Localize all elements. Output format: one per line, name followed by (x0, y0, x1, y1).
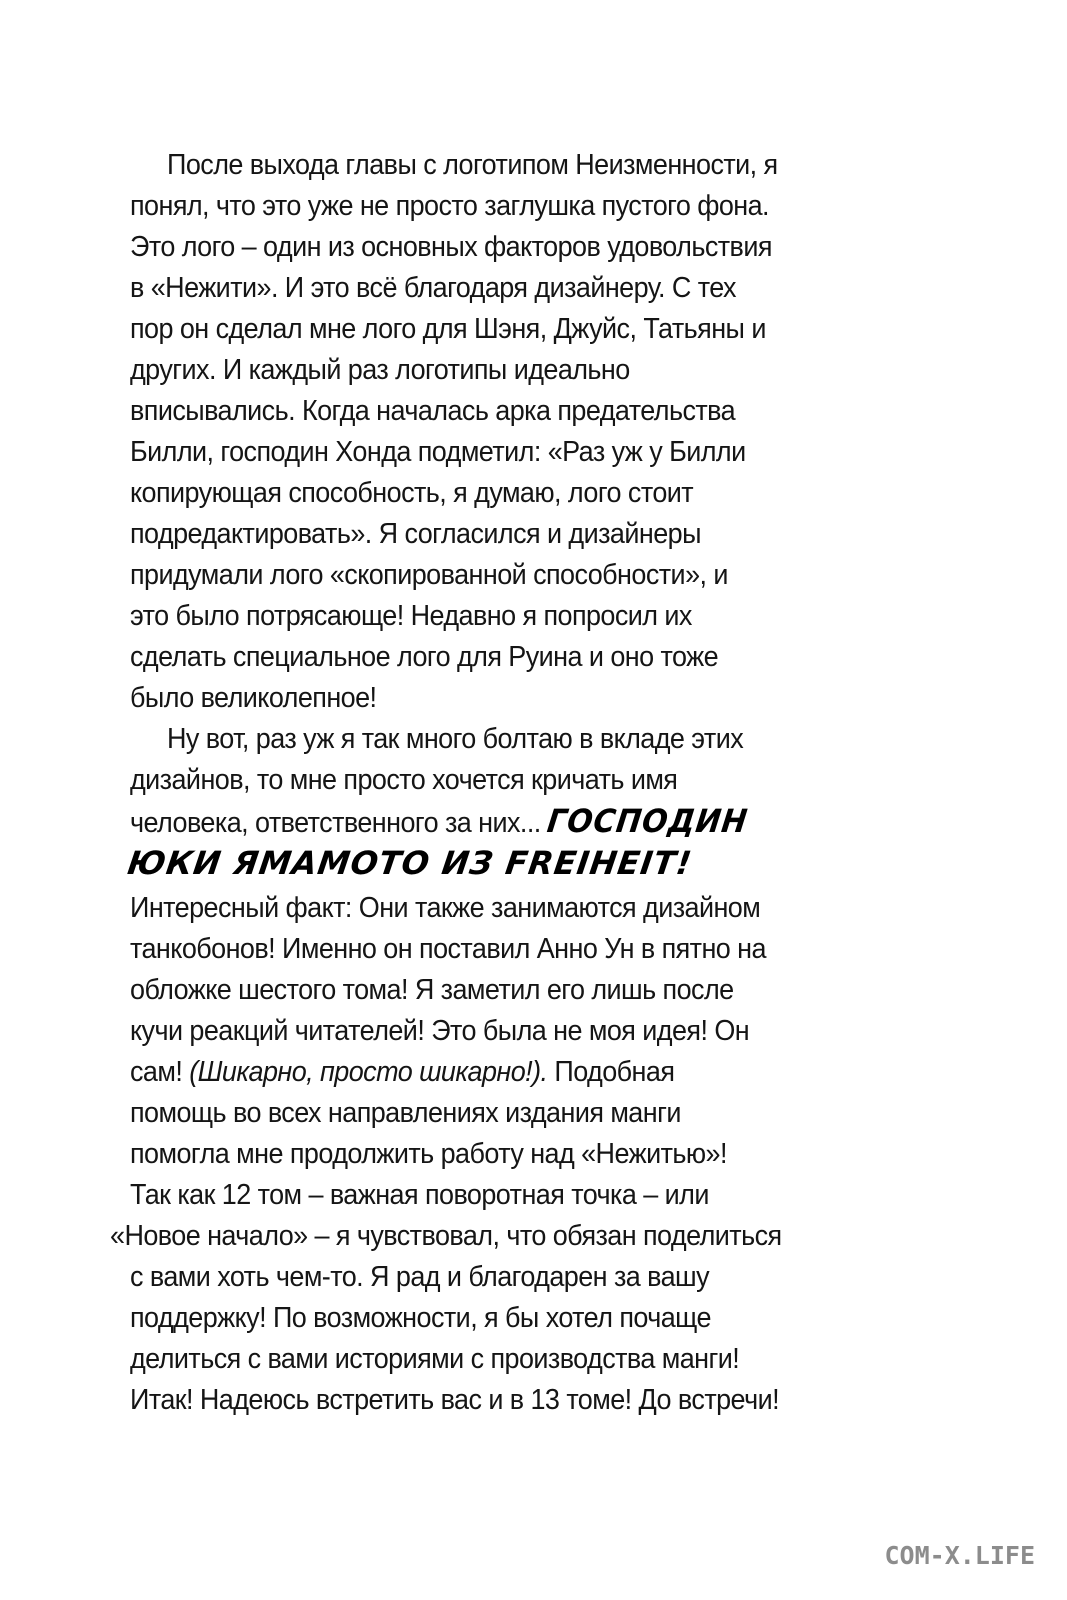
paragraph1-line-6: других. И каждый раз логотипы идеально (130, 354, 630, 386)
paragraph1-line-13: сделать специальное лого для Руина и оно тоже (130, 641, 719, 673)
paragraph2-line-10: помощь во всех направлениях издания манги (130, 1097, 681, 1129)
responsible-person-text: человека, ответственного за них... (130, 807, 541, 839)
paragraph2-line-5: Интересный факт: Они также занимаются дизайном (130, 892, 761, 924)
paragraph1-line-9: копирующая способность, я думаю, лого стоит (130, 477, 694, 509)
paragraph1-line-10: подредактировать». Я согласился и дизайнеры (130, 518, 701, 550)
line9-start: сам! (130, 1056, 190, 1088)
paragraph2-line-8: кучи реакций читателей! Это была не моя идея! Он (130, 1015, 750, 1047)
paragraph1-line-8: Билли, господин Хонда подметил: «Раз уж у Билли (130, 436, 746, 468)
paragraph2-line-9 (130, 1054, 674, 1090)
paragraph2-line-14: с вами хоть чем-то. Я рад и благодарен за вашу (130, 1261, 710, 1293)
shout-text-title: ГОСПОДИН (545, 802, 751, 840)
shout-text-designer-name: ЮКИ ЯМАМОТО ИЗ FREIHEIT! (125, 844, 695, 882)
paragraph2-line-4 (125, 843, 695, 890)
italic-aside: (Шикарно, просто шикарно!). (189, 1056, 548, 1088)
paragraph2-line-12: Так как 12 том – важная поворотная точка – или (130, 1179, 709, 1211)
line9-end: Подобная (547, 1056, 675, 1088)
paragraph1-line-5: пор он сделал мне лого для Шэня, Джуйс, Татьяны и (130, 313, 766, 345)
paragraph2-line-13: «Новое начало» – я чувствовал, что обязан поделиться (110, 1220, 782, 1252)
paragraph2-line-6: танкобонов! Именно он поставил Анно Ун в пятно на (130, 933, 766, 965)
paragraph2-line-11: помогла мне продолжить работу над «Нежитью»! (130, 1138, 727, 1170)
paragraph2-line-15: поддержку! По возможности, я бы хотел почаще (130, 1302, 711, 1334)
paragraph2-line-2: дизайнов, то мне просто хочется кричать имя (130, 764, 678, 796)
paragraph1-line-7: вписывались. Когда началась арка предательства (130, 395, 736, 427)
paragraph1-line-2: понял, что это уже не просто заглушка пустого фона. (130, 190, 770, 222)
paragraph2-line-7: обложке шестого тома! Я заметил его лишь после (130, 974, 734, 1006)
paragraph1-line-4: в «Нежити». И это всё благодаря дизайнеру. С тех (130, 272, 736, 304)
paragraph1-line-1: После выхода главы с логотипом Неизменности, я (167, 149, 778, 181)
paragraph2-line-3 (130, 802, 751, 841)
paragraph1-line-11: придумали лого «скопированной способности», и (130, 559, 728, 591)
paragraph2-line-1: Ну вот, раз уж я так много болтаю в вкладе этих (167, 723, 744, 755)
paragraph2-line-16: делиться с вами историями с производства манги! (130, 1343, 740, 1375)
paragraph2-line-17: Итак! Надеюсь встретить вас и в 13 томе! До встречи! (130, 1384, 780, 1416)
paragraph1-line-12: это было потрясающе! Недавно я попросил их (130, 600, 692, 632)
site-watermark: COM-X.LIFE (884, 1541, 1035, 1570)
paragraph1-line-3: Это лого – один из основных факторов удовольствия (130, 231, 772, 263)
paragraph1-line-14: было великолепное! (130, 682, 377, 714)
